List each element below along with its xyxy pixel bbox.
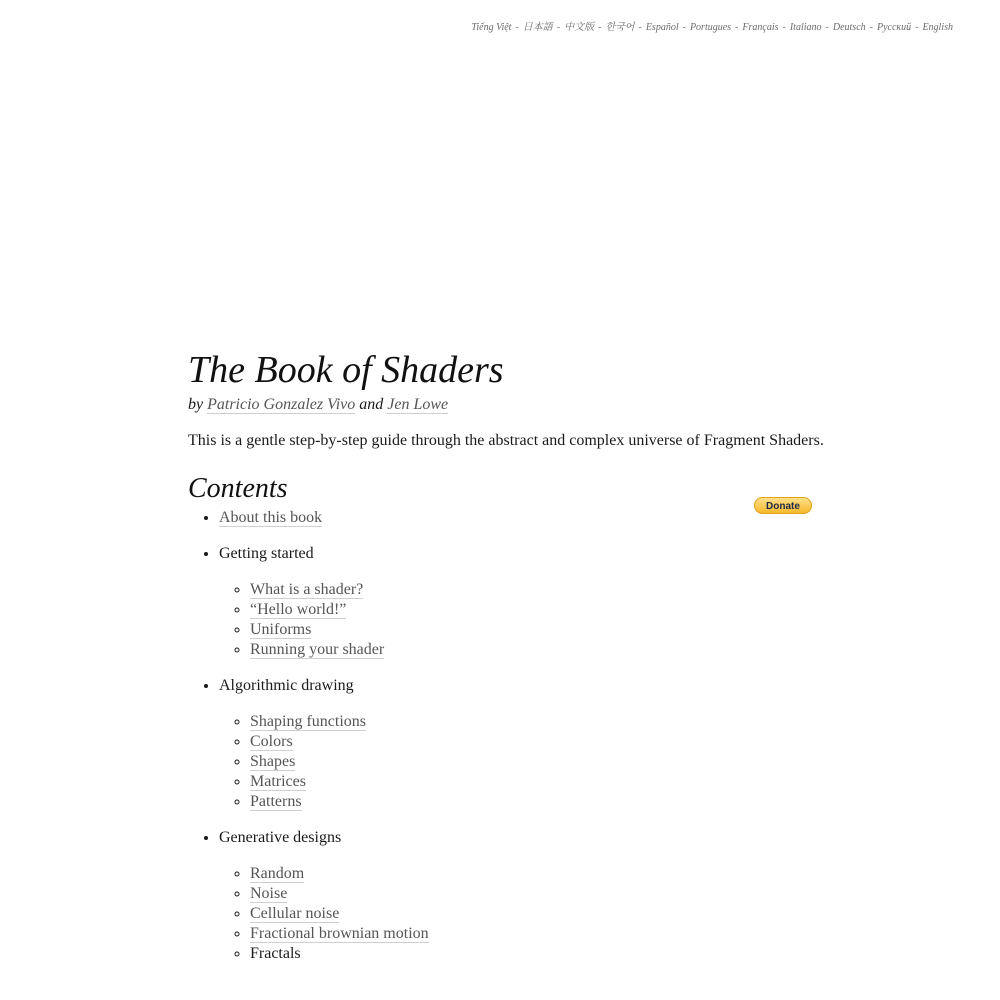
- list-item: [250, 620, 828, 640]
- list-item: [250, 772, 828, 792]
- donate-button[interactable]: Donate: [754, 497, 812, 514]
- list-item: [250, 792, 828, 812]
- toc-link-running-your-shader[interactable]: Running your shader: [250, 641, 385, 658]
- toc-link-hello-world[interactable]: “Hello world!”: [250, 601, 347, 618]
- list-item: [250, 712, 828, 732]
- toc-section-getting-started: [219, 544, 828, 660]
- language-link-english[interactable]: English: [922, 22, 953, 33]
- language-separator: -: [825, 22, 829, 33]
- author-link-jen[interactable]: Jen Lowe: [387, 396, 449, 413]
- language-link-portuguese[interactable]: Portugues: [689, 22, 732, 33]
- toc-link-cellular-noise[interactable]: Cellular noise: [250, 905, 340, 922]
- list-item: [250, 904, 828, 924]
- table-of-contents: [188, 508, 828, 964]
- toc-section-label: Algorithmic drawing: [219, 677, 354, 694]
- language-link-italian[interactable]: Italiano: [789, 22, 822, 33]
- language-link-chinese[interactable]: 中文版: [564, 22, 595, 33]
- list-item: [250, 640, 828, 660]
- language-separator: -: [915, 22, 919, 33]
- toc-section-label: Generative designs: [219, 829, 342, 846]
- toc-link-about-this-book[interactable]: About this book: [219, 509, 323, 526]
- page-title: The Book of Shaders: [188, 349, 504, 391]
- list-item: [250, 924, 828, 944]
- list-item: [250, 944, 828, 964]
- toc-section-label: Getting started: [219, 545, 314, 562]
- toc-link-patterns[interactable]: Patterns: [250, 793, 302, 810]
- language-link-spanish[interactable]: Español: [645, 22, 679, 33]
- toc-link-random[interactable]: Random: [250, 865, 305, 882]
- toc-section-about: [219, 508, 828, 528]
- toc-sublist: [219, 864, 828, 964]
- intro-text: This is a gentle step-by-step guide through the abstract and complex universe of Fragment Shaders.: [188, 432, 824, 449]
- list-item: [250, 752, 828, 772]
- language-separator: -: [556, 22, 561, 33]
- toc-section-algorithmic-drawing: [219, 676, 828, 812]
- toc-item-fractals: Fractals: [250, 945, 301, 962]
- language-separator: -: [598, 22, 602, 33]
- toc-link-shaping-functions[interactable]: Shaping functions: [250, 713, 366, 730]
- contents-heading: Contents: [188, 473, 288, 504]
- byline-prefix: by: [188, 396, 204, 413]
- list-item: [250, 732, 828, 752]
- language-separator: -: [682, 22, 686, 33]
- language-link-russian[interactable]: Русский: [876, 22, 912, 33]
- language-link-vietnamese[interactable]: Tiếng Việt: [471, 22, 512, 33]
- list-item: [250, 884, 828, 904]
- toc-link-what-is-a-shader[interactable]: What is a shader?: [250, 581, 364, 598]
- list-item: [250, 580, 828, 600]
- toc-link-uniforms[interactable]: Uniforms: [250, 621, 312, 638]
- language-separator: -: [782, 22, 786, 33]
- list-item: [250, 864, 828, 884]
- byline-conjunction: and: [359, 396, 384, 413]
- toc-link-noise[interactable]: Noise: [250, 885, 288, 902]
- language-link-korean[interactable]: 한국어: [605, 22, 635, 33]
- language-separator: -: [515, 22, 519, 33]
- author-link-patricio[interactable]: Patricio Gonzalez Vivo: [207, 396, 356, 413]
- language-separator: -: [638, 22, 642, 33]
- language-bar: [471, 18, 953, 33]
- toc-section-generative-designs: [219, 828, 828, 964]
- language-link-french[interactable]: Français: [742, 22, 779, 33]
- toc-link-fractional-brownian-motion[interactable]: Fractional brownian motion: [250, 925, 429, 942]
- byline: [188, 394, 828, 416]
- list-item: [250, 600, 828, 620]
- language-separator: -: [735, 22, 739, 33]
- toc-sublist: [219, 712, 828, 812]
- toc-link-colors[interactable]: Colors: [250, 733, 293, 750]
- toc-sublist: [219, 580, 828, 660]
- language-separator: -: [869, 22, 873, 33]
- language-link-japanese[interactable]: 日本語: [522, 22, 553, 33]
- main-content: [188, 346, 828, 980]
- toc-link-matrices[interactable]: Matrices: [250, 773, 306, 790]
- language-link-german[interactable]: Deutsch: [832, 22, 866, 33]
- toc-link-shapes[interactable]: Shapes: [250, 753, 296, 770]
